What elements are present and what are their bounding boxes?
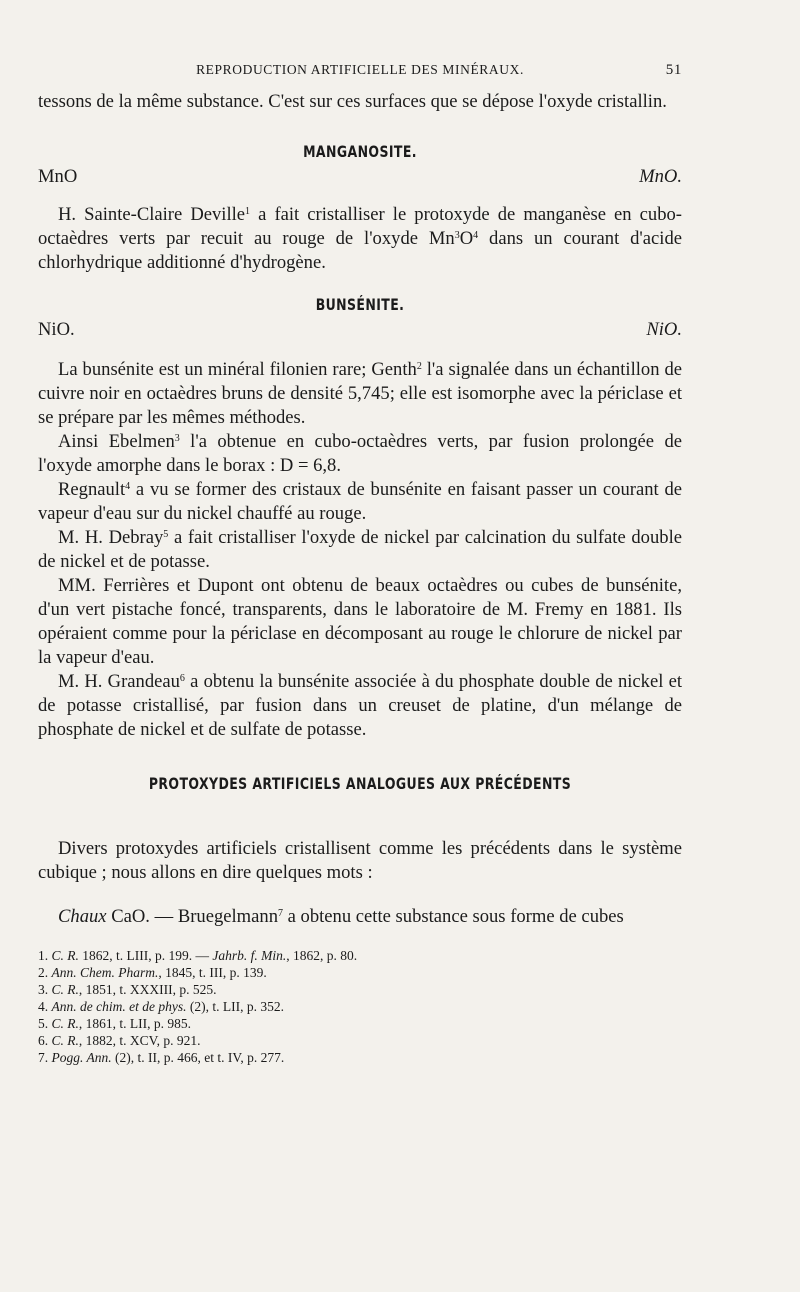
footnote-number: 2. xyxy=(38,965,49,980)
paragraph-bunsenite-2 xyxy=(38,430,682,478)
footnote-number: 4. xyxy=(38,999,49,1014)
footnote-journal: Jahrb. f. Min. xyxy=(212,948,287,963)
footnote-2 xyxy=(38,964,682,981)
footnote-1 xyxy=(38,947,682,964)
text: O xyxy=(459,228,474,249)
footnote-text: 1862, t. LIII, p. 199. — xyxy=(78,948,213,963)
subscript: 4 xyxy=(473,230,479,241)
formula-right: MnO. xyxy=(639,166,682,187)
footnote-ref: 1 xyxy=(245,206,251,217)
text: a obtenu la bunsénite associée à du phosphate double de nickel et de potasse cristallisé, par fusion dans un creuset de platine, d'un mélange de phosphate de nickel et de sulfate de potasse. xyxy=(38,671,682,740)
footnote-ref: 4 xyxy=(125,481,131,492)
formula-left: MnO xyxy=(38,166,78,187)
paragraph-manganosite xyxy=(38,203,682,275)
formula-row-bunsenite xyxy=(38,318,682,342)
intro-paragraph: tessons de la même substance. C'est sur ces surfaces que se dépose l'oxyde cristallin. xyxy=(38,91,667,112)
running-header xyxy=(38,58,682,84)
footnote-number: 7. xyxy=(38,1050,49,1065)
text: Regnault xyxy=(58,479,126,500)
footnote-7 xyxy=(38,1049,682,1066)
footnote-source: C. R. xyxy=(51,982,79,997)
text: dans un courant d'acide chlorhydrique additionné d'hydrogène. xyxy=(38,228,682,273)
formula-right: NiO. xyxy=(646,319,682,340)
page xyxy=(38,58,682,1066)
footnote-ref: 2 xyxy=(416,361,422,372)
footnote-source: Ann. de chim. et de phys. xyxy=(51,999,187,1014)
footnote-number: 1. xyxy=(38,948,49,963)
running-title: REPRODUCTION ARTIFICIELLE DES MINÉRAUX. xyxy=(196,62,524,77)
text: M. H. Debray xyxy=(58,527,164,548)
formula-row-manganosite xyxy=(38,165,682,189)
page-number: 51 xyxy=(665,62,682,78)
text: a obtenu cette substance sous forme de cubes xyxy=(283,906,624,927)
text: La bunsénite est un minéral filonien rare; Genth xyxy=(58,359,417,380)
footnote-text: , 1882, t. XCV, p. 921. xyxy=(78,1033,201,1048)
footnote-source: C. R. xyxy=(51,948,79,963)
footnote-ref: 6 xyxy=(179,673,185,684)
footnote-source: C. R. xyxy=(51,1033,79,1048)
text: CaO. — Bruegelmann xyxy=(106,906,278,927)
footnote-5 xyxy=(38,1015,682,1032)
footnote-4 xyxy=(38,998,682,1015)
subscript: 3 xyxy=(454,230,460,241)
footnote-text: , 1851, t. XXXIII, p. 525. xyxy=(78,982,217,997)
footnote-text: , 1861, t. LII, p. 985. xyxy=(78,1016,192,1031)
footnote-text: , 1845, t. III, p. 139. xyxy=(158,965,267,980)
text: M. H. Grandeau xyxy=(58,671,180,692)
author: H. Sainte-Claire Deville xyxy=(58,204,246,225)
section-heading-protoxydes: PROTOXYDES ARTIFICIELS ANALOGUES AUX PRÉCÉDENTS xyxy=(148,774,572,793)
text: l'a signalée dans un échantillon de cuivre noir en octaèdres bruns de densité 5,745; elle est isomorphe avec la périclase et se prépare par les mêmes méthodes. xyxy=(38,359,682,428)
formula-left: NiO. xyxy=(38,319,75,340)
footnote-ref: 5 xyxy=(163,529,169,540)
text: l'a obtenue en cubo-octaèdres verts, par fusion prolongée de l'oxyde amorphe dans le borax : D = 6,8. xyxy=(38,431,682,476)
text: Ainsi Ebelmen xyxy=(58,431,175,452)
footnote-6 xyxy=(38,1032,682,1049)
footnote-source: C. R. xyxy=(51,1016,79,1031)
footnote-text: (2), t. II, p. 466, et t. IV, p. 277. xyxy=(111,1050,285,1065)
section-heading-bunsenite: BUNSÉNITE. xyxy=(315,295,405,314)
footnote-source: Ann. Chem. Pharm. xyxy=(51,965,159,980)
footnote-3 xyxy=(38,981,682,998)
footnote-number: 3. xyxy=(38,982,49,997)
paragraph-protoxydes-2 xyxy=(38,905,682,929)
text: a vu se former des cristaux de bunsénite en faisant passer un courant de vapeur d'eau sur du nickel chauffé au rouge. xyxy=(38,479,682,524)
text: a fait cristalliser le protoxyde de manganèse en cubo-octaèdres verts par recuit au rouge de l'oxyde Mn xyxy=(38,204,682,249)
paragraph-bunsenite-4 xyxy=(38,526,682,574)
footnote-source: Pogg. Ann. xyxy=(51,1050,112,1065)
italic-label: Chaux xyxy=(58,906,107,927)
footnotes xyxy=(38,947,682,1066)
footnote-text: , 1862, p. 80. xyxy=(286,948,358,963)
paragraph-bunsenite-5: MM. Ferrières et Dupont ont obtenu de beaux octaèdres ou cubes de bunsénite, d'un vert pistache foncé, transparents, dans le laboratoire de M. Fremy en 1881. Ils opéraient comme pour la périclase en décomposant au rouge le chlorure de nickel par la vapeur d'eau. xyxy=(38,575,682,668)
footnote-ref: 7 xyxy=(278,908,283,919)
section-heading-manganosite: MANGANOSITE. xyxy=(303,142,417,161)
footnote-text: (2), t. LII, p. 352. xyxy=(186,999,284,1014)
paragraph-bunsenite-6 xyxy=(38,670,682,742)
footnote-ref: 3 xyxy=(174,433,180,444)
paragraph-bunsenite-1 xyxy=(38,358,682,430)
paragraph-bunsenite-3 xyxy=(38,478,682,526)
footnote-number: 5. xyxy=(38,1016,49,1031)
text: a fait cristalliser l'oxyde de nickel par calcination du sulfate double de nickel et de potasse. xyxy=(38,527,682,572)
paragraph-protoxydes-1: Divers protoxydes artificiels cristallisent comme les précédents dans le système cubique ; nous allons en dire quelques mots : xyxy=(38,838,682,883)
footnote-number: 6. xyxy=(38,1033,49,1048)
